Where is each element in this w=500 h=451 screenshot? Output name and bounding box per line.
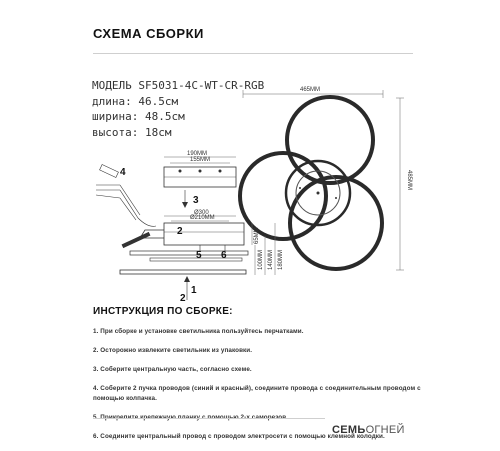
- dim-210-label: Ø210MM: [190, 215, 215, 221]
- dim-190-label: 190MM: [187, 151, 208, 157]
- instruction-step: 1. При сборке и установке светильника пользуйтесь перчатками.: [93, 328, 304, 335]
- callout-5: 5: [196, 250, 202, 261]
- dim-100-label: 100MM: [258, 249, 264, 270]
- side-view: [120, 151, 284, 304]
- brand-logo: [332, 424, 405, 436]
- dim-300-label: Ø300: [194, 210, 209, 216]
- mount-hole: [335, 197, 337, 199]
- spec-height: высота: 18см: [92, 125, 172, 139]
- dim-155-label: 155MM: [190, 157, 211, 163]
- top-view-rings: [240, 97, 382, 269]
- instruction-step: 4. Соберите 2 пучка проводов (синий и красный), соедините провода с соединительным проводом с помощью колпачка.: [93, 385, 421, 402]
- instruction-step: 6. Соедините центральный провод с проводом электросети с помощью клемной колодки.: [93, 433, 385, 441]
- dimension-485: [396, 98, 412, 270]
- dim-180-label: 180MM: [278, 249, 284, 270]
- logo-part-bold: СЕМЬ: [332, 424, 366, 436]
- model-name: МОДЕЛЬ SF5031-4C-WT-CR-RGB: [92, 79, 265, 92]
- spec-length: длина: 46.5см: [92, 94, 179, 108]
- dim-465-label: 465MM: [300, 87, 321, 93]
- dim-65-label: 65MM: [254, 227, 260, 244]
- footer-divider: [93, 418, 325, 419]
- side-ring-3: [120, 270, 246, 274]
- center-point: [317, 192, 320, 195]
- canopy-body: [164, 223, 244, 245]
- spec-width: ширина: 48.5см: [92, 110, 185, 123]
- callout-1: 1: [191, 285, 197, 296]
- callout-4: 4: [120, 167, 126, 178]
- callout-6: 6: [221, 250, 227, 261]
- callout-2b: 2: [180, 293, 186, 304]
- callout-3: 3: [193, 195, 199, 206]
- instructions-title: ИНСТРУКЦИЯ ПО СБОРКЕ:: [93, 306, 233, 317]
- ring-top: [287, 97, 373, 183]
- dim-485-label: 485MM: [406, 170, 412, 191]
- callout-2a: 2: [177, 226, 183, 237]
- dim-140-label: 140MM: [268, 249, 274, 270]
- wiring-detail: [96, 164, 156, 226]
- side-ring-1: [130, 251, 248, 255]
- ring-left: [240, 153, 326, 239]
- dimension-465: [243, 87, 383, 98]
- instruction-step: 2. Осторожно извлеките светильник из упаковки.: [93, 347, 253, 355]
- mount-hole: [299, 187, 301, 189]
- logo-part-light: ОГНЕЙ: [365, 424, 405, 436]
- instruction-step: 3. Соберите центральную часть, согласно схеме.: [93, 366, 252, 374]
- page-title: СХЕМА СБОРКИ: [93, 26, 204, 41]
